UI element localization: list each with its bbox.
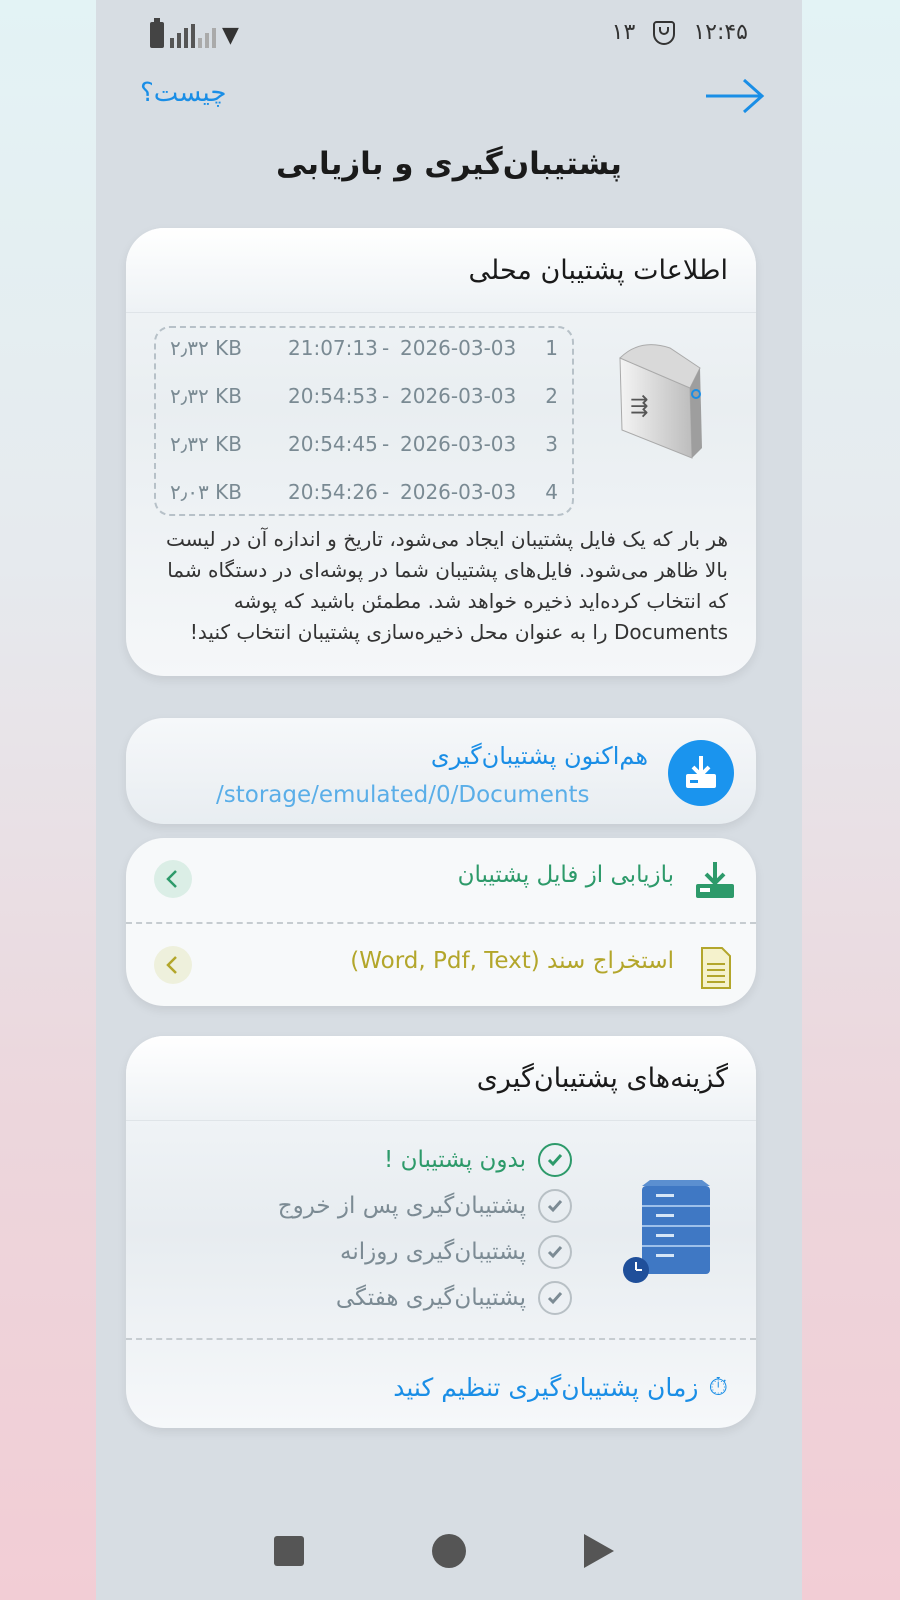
backup-size: ۲٫۳۲ KB bbox=[170, 384, 242, 408]
chevron-left-icon bbox=[154, 946, 192, 984]
backup-date: 2026-03-03 bbox=[400, 432, 517, 456]
phone-screen bbox=[96, 0, 802, 1600]
backup-number: 2 bbox=[545, 384, 558, 408]
svg-text:⇶: ⇶ bbox=[630, 394, 649, 419]
clock: ۱۲:۴۵ bbox=[693, 20, 748, 45]
backup-list-row[interactable] bbox=[156, 480, 572, 510]
backup-list-row[interactable] bbox=[156, 384, 572, 414]
backup-option[interactable] bbox=[384, 1140, 572, 1180]
backup-options-title: گزینه‌های پشتیبان‌گیری bbox=[126, 1036, 756, 1121]
backup-size: ۲٫۰۳ KB bbox=[170, 480, 242, 504]
backup-option-label: پشتیبان‌گیری پس از خروج bbox=[277, 1193, 526, 1219]
system-nav-bar bbox=[96, 1528, 802, 1580]
backup-option-label: پشتیبان‌گیری روزانه bbox=[340, 1239, 526, 1265]
backup-size: ۲٫۳۲ KB bbox=[170, 336, 242, 360]
download-tray-icon bbox=[668, 740, 734, 806]
backup-separator: - bbox=[382, 432, 390, 456]
backup-option[interactable] bbox=[340, 1232, 572, 1272]
help-link[interactable]: چیست؟ bbox=[140, 78, 227, 108]
backup-time: 20:54:45 bbox=[288, 432, 378, 456]
server-clock-icon bbox=[622, 1178, 718, 1284]
backup-date: 2026-03-03 bbox=[400, 336, 517, 360]
signal-icon bbox=[170, 22, 216, 48]
export-row[interactable] bbox=[126, 922, 756, 1006]
local-backup-title: اطلاعات پشتیبان محلی bbox=[126, 228, 756, 313]
backup-option-label: پشتیبان‌گیری هفتگی bbox=[335, 1285, 526, 1311]
backup-option[interactable] bbox=[336, 1278, 572, 1318]
backup-separator: - bbox=[382, 336, 390, 360]
backup-list bbox=[154, 326, 574, 516]
backup-date: 2026-03-03 bbox=[400, 480, 517, 504]
check-circle-icon[interactable] bbox=[538, 1143, 572, 1177]
backup-time: 21:07:13 bbox=[288, 336, 378, 360]
status-bar bbox=[96, 18, 802, 58]
page-title: پشتیبان‌گیری و بازیابی bbox=[276, 146, 622, 182]
battery-icon bbox=[150, 22, 164, 48]
backup-option[interactable] bbox=[278, 1186, 572, 1226]
backup-number: 1 bbox=[545, 336, 558, 360]
backup-time: 20:54:26 bbox=[288, 480, 378, 504]
backup-options-card bbox=[126, 1036, 756, 1428]
backup-description: هر بار که یک فایل پشتیبان ایجاد می‌شود، تاریخ و اندازه آن در لیست بالا ظاهر می‌شود. فایل‌های پشتیبان شما در پوشه‌ای در دستگاه شما که انتخاب کرده‌اید ذخیره خواهد شد. مطمئن باشید که پوشه Documents را به عنوان محل ذخیره‌سازی پشتیبان انتخاب کنید! bbox=[166, 527, 728, 644]
backup-number: 4 bbox=[545, 480, 558, 504]
backup-size: ۲٫۳۲ KB bbox=[170, 432, 242, 456]
backup-now-card[interactable] bbox=[126, 718, 756, 824]
document-icon bbox=[692, 944, 738, 990]
actions-card bbox=[126, 838, 756, 1006]
back-arrow-icon[interactable] bbox=[704, 76, 766, 116]
backup-list-row[interactable] bbox=[156, 336, 572, 366]
check-circle-icon[interactable] bbox=[538, 1281, 572, 1315]
backup-number: 3 bbox=[545, 432, 558, 456]
backup-path: /storage/emulated/0/Documents bbox=[216, 782, 590, 808]
backup-option-label: بدون پشتیبان ! bbox=[384, 1147, 526, 1173]
check-circle-icon[interactable] bbox=[538, 1235, 572, 1269]
check-circle-icon[interactable] bbox=[538, 1189, 572, 1223]
home-button[interactable] bbox=[432, 1534, 466, 1568]
restore-row[interactable] bbox=[126, 838, 756, 922]
backup-now-label: هم‌اکنون پشتیبان‌گیری bbox=[430, 742, 648, 770]
backup-list-row[interactable] bbox=[156, 432, 572, 462]
options-divider bbox=[126, 1338, 756, 1340]
backup-separator: - bbox=[382, 480, 390, 504]
export-label: استخراج سند (Word, Pdf, Text) bbox=[350, 948, 674, 974]
wifi-icon: ▼ bbox=[222, 22, 239, 48]
notification-count: ۱۳ bbox=[611, 20, 636, 45]
schedule-backup-link[interactable] bbox=[393, 1372, 728, 1402]
local-backup-card bbox=[126, 228, 756, 676]
restore-label: بازیابی از فایل پشتیبان bbox=[457, 862, 674, 888]
back-button[interactable] bbox=[584, 1534, 614, 1568]
recents-button[interactable] bbox=[274, 1536, 304, 1566]
status-icons-left bbox=[150, 22, 239, 48]
usb-drive-icon bbox=[610, 338, 710, 478]
chevron-left-icon bbox=[154, 860, 192, 898]
backup-separator: - bbox=[382, 384, 390, 408]
vpn-shield-icon bbox=[653, 21, 675, 45]
status-icons-right bbox=[612, 20, 748, 45]
restore-tray-icon bbox=[692, 858, 738, 904]
schedule-label: زمان پشتیبان‌گیری تنظیم کنید bbox=[393, 1372, 699, 1402]
backup-date: 2026-03-03 bbox=[400, 384, 517, 408]
backup-time: 20:54:53 bbox=[288, 384, 378, 408]
stopwatch-icon: ⏱ bbox=[708, 1372, 728, 1401]
